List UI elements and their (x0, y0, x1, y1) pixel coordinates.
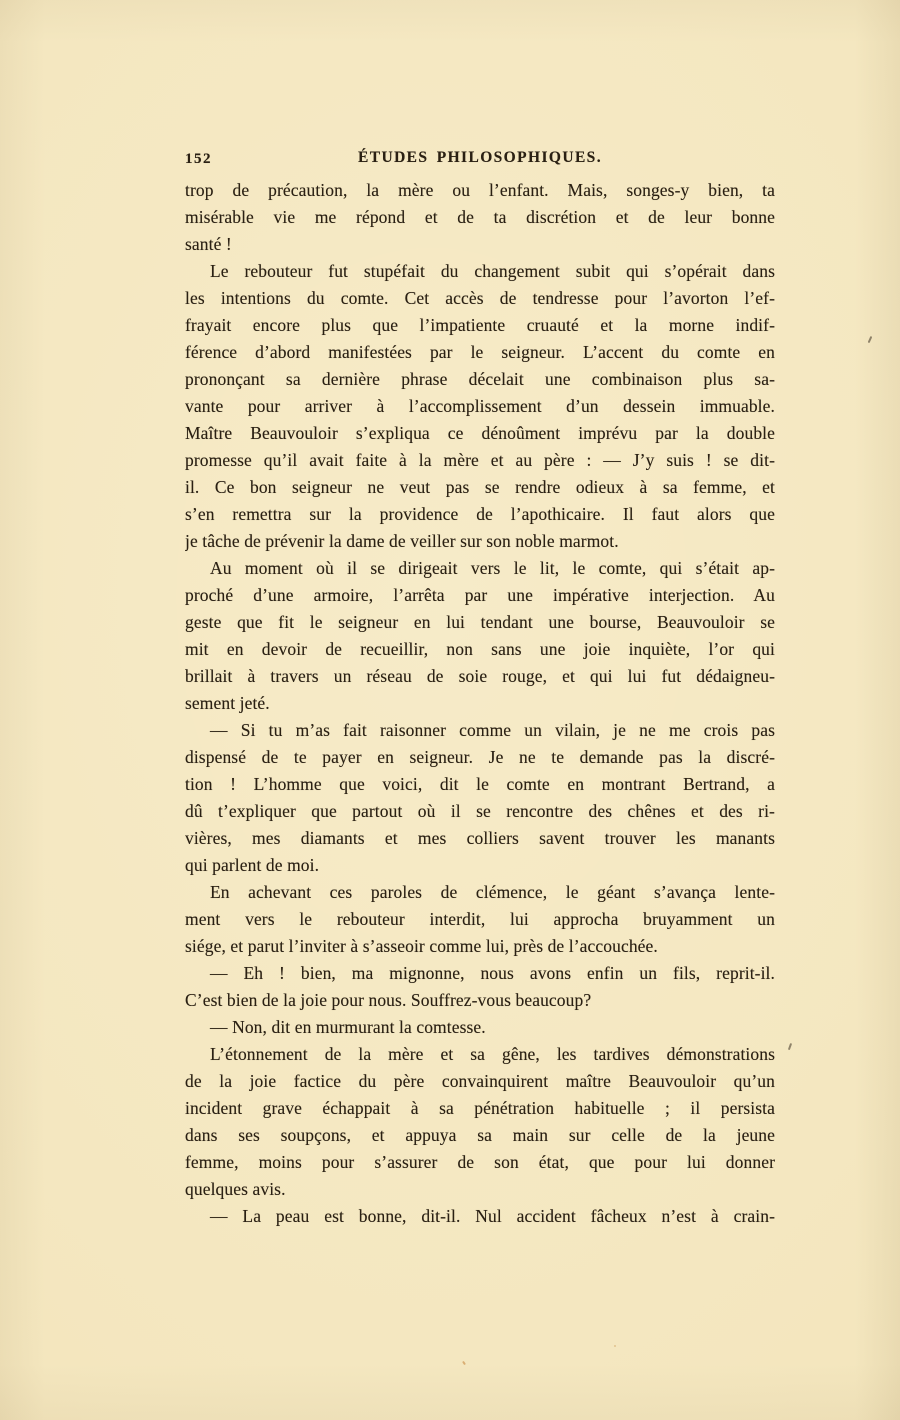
text-line: Maître Beauvouloir s’expliqua ce dénoûment imprévu par la double (185, 423, 775, 443)
text-line: L’étonnement de la mère et sa gêne, les tardives démonstrations (210, 1044, 775, 1064)
text-line: dans ses soupçons, et appuya sa main sur celle de la jeune (185, 1125, 775, 1145)
body-text (185, 177, 775, 1230)
text-line: sement jeté. (185, 693, 270, 713)
text-line: siége, et parut l’inviter à s’asseoir comme lui, près de l’accouchée. (185, 936, 658, 956)
text-line: vante pour arriver à l’accomplissement d’un dessein immuable. (185, 396, 775, 416)
paper-speck (318, 300, 320, 302)
text-line: dispensé de te payer en seigneur. Je ne te demande pas la discré- (185, 747, 775, 767)
text-line: promesse qu’il avait faite à la mère et au père : — J’y suis ! se dit- (185, 450, 775, 470)
text-line: je tâche de prévenir la dame de veiller sur son noble marmot. (185, 531, 619, 551)
text-line: proché d’une armoire, l’arrêta par une impérative interjection. Au (185, 585, 775, 605)
text-line: Le rebouteur fut stupéfait du changement subit qui s’opérait dans (210, 261, 775, 281)
text-line: misérable vie me répond et de ta discrétion et de leur bonne (185, 207, 775, 227)
text-line: ment vers le rebouteur interdit, lui approcha bruyamment un (185, 909, 775, 929)
text-line: qui parlent de moi. (185, 855, 320, 875)
page-number: 152 (185, 151, 212, 167)
text-line: frayait encore plus que l’impatiente cruauté et la morne indif- (185, 315, 775, 335)
scan-artifact (788, 1043, 792, 1050)
text-line: Au moment où il se dirigeait vers le lit, le comte, qui s’était ap- (210, 558, 775, 578)
text-line: santé ! (185, 234, 232, 254)
text-line: vières, mes diamants et mes colliers savent trouver les manants (185, 828, 775, 848)
text-line: femme, moins pour s’assurer de son état, que pour lui donner (185, 1152, 775, 1172)
text-line: — Non, dit en murmurant la comtesse. (210, 1017, 486, 1037)
text-line: mit en devoir de recueillir, non sans une joie inquiète, l’or qui (185, 639, 775, 659)
text-line: — La peau est bonne, dit-il. Nul accident fâcheux n’est à crain- (210, 1206, 775, 1226)
text-line: geste que fit le seigneur en lui tendant une bourse, Beauvouloir se (185, 612, 775, 632)
text-line: dû t’expliquer que partout où il se rencontre des chênes et des ri- (185, 801, 775, 821)
text-line: les intentions du comte. Cet accès de tendresse pour l’avorton l’ef- (185, 288, 775, 308)
text-line: — Eh ! bien, ma mignonne, nous avons enfin un fils, reprit-il. (210, 963, 775, 983)
text-line: — Si tu m’as fait raisonner comme un vilain, je ne me crois pas (210, 720, 775, 740)
text-line: quelques avis. (185, 1179, 286, 1199)
text-line: prononçant sa dernière phrase décelait une combinaison plus sa- (185, 369, 775, 389)
scan-artifact (868, 336, 872, 343)
page-header (185, 148, 775, 172)
text-line: incident grave échappait à sa pénétration habituelle ; il persista (185, 1098, 775, 1118)
paper-speck (462, 1361, 466, 1365)
text-line: trop de précaution, la mère ou l’enfant. Mais, songes-y bien, ta (185, 180, 775, 200)
text-line: férence d’abord manifestées par le seigneur. L’accent du comte en (185, 342, 775, 362)
text-line: de la joie factice du père convainquirent maître Beauvouloir qu’un (185, 1071, 775, 1091)
text-line: brillait à travers un réseau de soie rouge, et qui lui fut dédaigneu- (185, 666, 775, 686)
text-line: il. Ce bon seigneur ne veut pas se rendre odieux à sa femme, et (185, 477, 775, 497)
paper-speck (614, 1345, 616, 1347)
text-line: C’est bien de la joie pour nous. Souffrez-vous beaucoup? (185, 990, 592, 1010)
text-line: tion ! L’homme que voici, dit le comte en montrant Bertrand, a (185, 774, 775, 794)
running-title: ÉTUDES PHILOSOPHIQUES. (358, 149, 602, 166)
text-line: s’en remettra sur la providence de l’apothicaire. Il faut alors que (185, 504, 775, 524)
text-line: En achevant ces paroles de clémence, le géant s’avança lente- (210, 882, 775, 902)
